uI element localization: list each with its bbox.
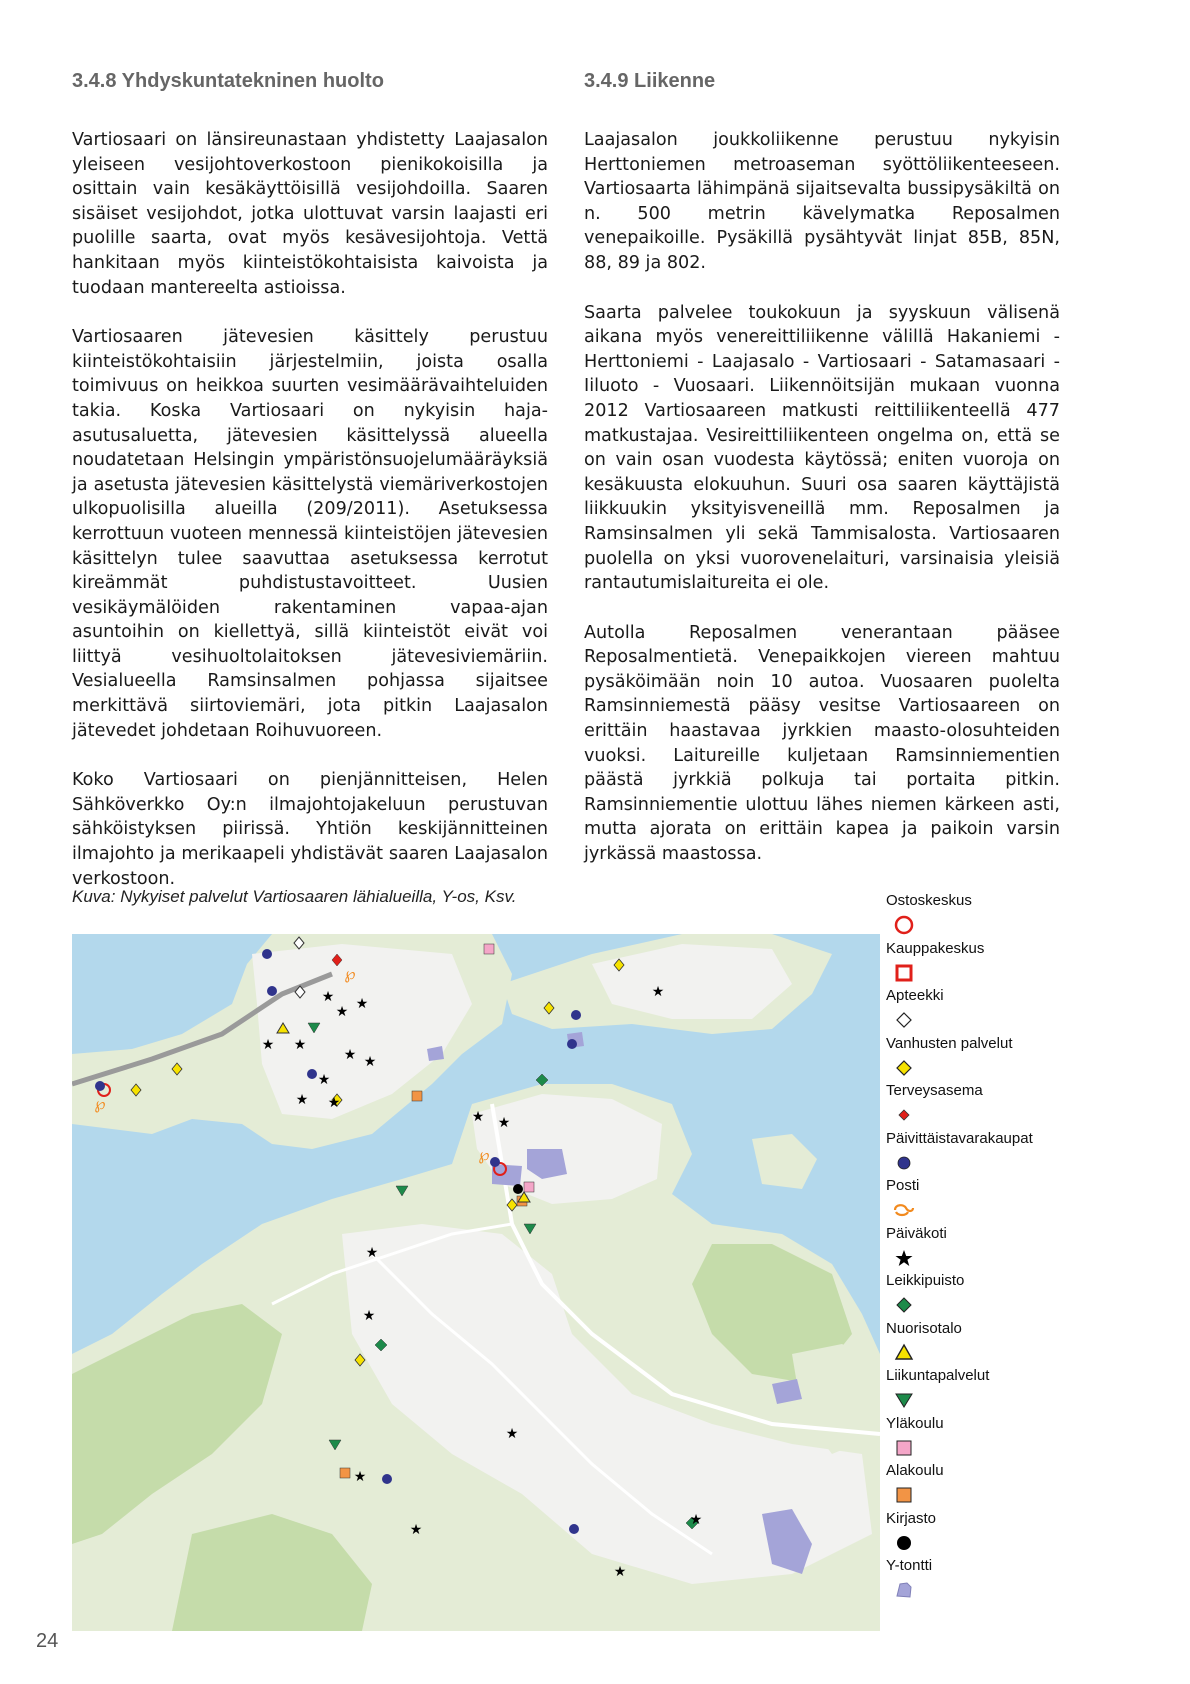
grocery-marker [267, 986, 277, 996]
utilities-text-column [72, 128, 548, 916]
daycare-marker: ★ [327, 1095, 341, 1111]
daycare-marker: ★ [365, 1245, 379, 1261]
figure-caption: Kuva: Nykyiset palvelut Vartiosaaren lähialueilla, Y-os, Ksv. [72, 887, 517, 906]
daycare-marker: ★ [295, 1092, 309, 1108]
legend-item-grocery [884, 1130, 1084, 1178]
legend-label: Ostoskeskus [886, 892, 972, 909]
red-diamond-icon [892, 1103, 916, 1127]
lower-school-marker [412, 1091, 422, 1101]
legend-label: Nuorisotalo [886, 1319, 962, 1337]
legend-label: Apteekki [886, 987, 944, 1004]
yellow-diamond-icon [892, 1056, 916, 1080]
grocery-marker [571, 1010, 581, 1020]
grocery-marker [262, 949, 272, 959]
legend-item-shopping-centre [884, 892, 1084, 940]
black-dot-icon [892, 1531, 916, 1555]
daycare-marker: ★ [293, 1037, 307, 1053]
grocery-marker [567, 1039, 577, 1049]
upper-school-marker [524, 1182, 534, 1192]
library-marker [513, 1184, 523, 1194]
legend-item-library [884, 1510, 1084, 1558]
legend-label: Y-tontti [886, 1557, 933, 1574]
orange-square-icon [892, 1483, 916, 1507]
services-map [72, 934, 880, 1631]
legend-item-daycare [884, 1225, 1084, 1273]
legend-item-sports [884, 1367, 1084, 1415]
legend-item-mall [884, 940, 1084, 988]
daycare-marker: ★ [651, 984, 665, 1000]
section-heading-utilities: 3.4.8 Yhdyskuntatekninen huolto [72, 70, 384, 92]
paragraph: Vartiosaari on länsireunastaan yhdistetty Laajasalon yleiseen vesijohtoverkostoon pienikokoisilla ja osittain vain kesäkäyttöisillä vesijohdoilla. Saaren sisäiset vesijohdot, jotka ulottuvat varsin laajasti eri puolille saarta, ovat myös kesävesijohtoja. Vettä hankitaan myös kiinteistökohtaisista kaivoista ja tuodaan mantereelta astioissa. [72, 130, 548, 298]
daycare-marker: ★ [355, 996, 369, 1012]
grocery-marker [569, 1524, 579, 1534]
daycare-marker: ★ [409, 1522, 423, 1538]
post-marker: ℘ [94, 1094, 106, 1113]
map-legend [884, 892, 1084, 1605]
daycare-marker: ★ [321, 989, 335, 1005]
daycare-marker: ★ [317, 1072, 331, 1088]
white-diamond-icon [892, 1008, 916, 1032]
legend-item-lower-school [884, 1462, 1084, 1510]
legend-label: Alakoulu [886, 1462, 944, 1479]
daycare-marker: ★ [335, 1004, 349, 1020]
legend-item-youth-centre [884, 1320, 1084, 1368]
red-square-icon [892, 961, 916, 985]
black-star-icon [892, 1246, 916, 1270]
legend-item-upper-school [884, 1415, 1084, 1463]
paragraph: Vartiosaaren jätevesien käsittely perustuu kiinteistökohtaisiin järjestelmiin, joista osalla toimivuus on heikkoa suurten vesimäärävaihteluiden takia. Koska Vartiosaari on nykyisin haja-asutusaluetta, jätevesien käsittelyssä alueella noudatetaan Helsingin ympäristönsuojelumääräyksiä ja asetusta jätevesien käsittelystä viemäriverkostojen ulkopuolisilla alueilla (209/2011). Asetuksessa kerrottuun vuoteen mennessä kiinteistöjen jätevesien käsittelyn tulee saavuttaa asetuksessa kerrotut kireämmät puhdistustavoitteet. Uusien vesikäymälöiden rakentaminen vapaa-ajan asuntoihin on kiellettyä, sillä kiinteistöt eivät voi liittyä vesihuoltolaitoksen jätevesiviemäriin. Vesialueella Ramsinsalmen pohjassa sijaitsee merkittävä siirtoviemäri, jota pitkin Laajasalon jätevedet johdetaan Roihuvuoreen. [72, 327, 548, 741]
legend-item-playground [884, 1272, 1084, 1320]
page-number: 24 [36, 1630, 59, 1652]
daycare-marker: ★ [363, 1054, 377, 1070]
legend-label: Päivittäistavarakaupat [886, 1129, 1033, 1147]
green-diamond-icon [892, 1293, 916, 1317]
traffic-text-column [584, 128, 1060, 892]
daycare-marker: ★ [689, 1512, 703, 1528]
daycare-marker: ★ [471, 1109, 485, 1125]
paragraph: Koko Vartiosaari on pienjännitteisen, Helen Sähköverkko Oy:n ilmajohtojakeluun perustuvan sähköistyksen piirissä. Yhtiön keskijännitteinen ilmajohto ja merikaapeli yhdistävät saaren Laajasalon verkostoon. [72, 770, 548, 889]
legend-label: Yläkoulu [886, 1414, 944, 1432]
legend-label: Liikuntapalvelut [886, 1367, 990, 1384]
grocery-marker [382, 1474, 392, 1484]
yellow-triangle-icon [892, 1341, 916, 1365]
daycare-marker: ★ [362, 1308, 376, 1324]
legend-label: Kauppakeskus [886, 939, 985, 957]
daycare-marker: ★ [343, 1047, 357, 1063]
daycare-marker: ★ [261, 1037, 275, 1053]
post-horn-icon [892, 1198, 916, 1222]
green-triangle-icon [892, 1388, 916, 1412]
legend-item-post [884, 1177, 1084, 1225]
daycare-marker: ★ [613, 1564, 627, 1580]
legend-label: Terveysasema [886, 1082, 983, 1099]
lower-school-marker [340, 1468, 350, 1478]
legend-label: Kirjasto [886, 1509, 937, 1527]
legend-item-pharmacy [884, 987, 1084, 1035]
paragraph: Autolla Reposalmen venerantaan pääsee Reposalmentietä. Venepaikkojen viereen mahtuu pysäköimään noin 10 autoa. Vuosaaren puolelta Ramsinniemestä pääsy vesitse Vartiosaareen on erittäin haastavaa jyrkkien maasto-olosuhteiden vuoksi. Laitureille kuljetaan Ramsinniementien päästä jyrkkiä polkuja tai portaita pitkin. Ramsinniementie ulottuu lähes niemen kärkeen asti, mutta ajorata on erittäin kapea ja paikoin varsin jyrkässä maastossa. [584, 622, 1060, 865]
daycare-marker: ★ [497, 1115, 511, 1131]
grocery-marker [490, 1157, 500, 1167]
legend-label: Päiväkoti [886, 1224, 947, 1242]
legend-item-elderly-services [884, 1035, 1084, 1083]
legend-label: Posti [886, 1177, 920, 1194]
paragraph: Saarta palvelee toukokuun ja syyskuun välisenä aikana myös venereittiliikenne välillä Hakaniemi - Herttoniemi - Laajasalo - Vartiosaari - Satamasaari - Iiluoto - Vuosaari. Liikennöitsijän mukaan vuonna 2012 Vartiosaareen matkusti reittiliikenteellä 477 matkustajaa. Vesireittiliikenteen ongelma on, että se on vain osan vuodesta käytössä; eniten vuoroja on kesäkuusta elokuuhun. Suuri osa saaren käyttäjistä liikkuukin yksityisveneillä mm. Reposalmen ja Ramsinsalmen yli sekä Tammisalosta. Vartiosaaren puolella on yksi vuorovenelaituri, varsinaisia yleisiä rantautumislaitureita ei ole. [584, 302, 1060, 594]
paragraph: Laajasalon joukkoliikenne perustuu nykyisin Herttoniemen metroaseman syöttöliikenteeseen. Vartiosaarta lähimpänä sijaitsevalta bussipysäkiltä on n. 500 metrin kävelymatka Reposalmen venepaikoille. Pysäkillä pysähtyvät linjat 85B, 85N, 88, 89 ja 802. [584, 130, 1060, 273]
legend-item-y-tontti [884, 1557, 1084, 1605]
grocery-marker [95, 1081, 105, 1091]
section-heading-traffic: 3.4.9 Liikenne [584, 70, 716, 92]
post-marker: ℘ [344, 964, 356, 983]
daycare-marker: ★ [505, 1426, 519, 1442]
grocery-marker [307, 1069, 317, 1079]
legend-item-health-station [884, 1082, 1084, 1130]
upper-school-marker [484, 944, 494, 954]
post-marker: ℘ [478, 1145, 490, 1164]
purple-area-icon [892, 1578, 916, 1602]
daycare-marker: ★ [353, 1469, 367, 1485]
blue-dot-icon [892, 1151, 916, 1175]
red-ring-icon [892, 913, 916, 937]
legend-label: Leikkipuisto [886, 1272, 965, 1289]
pink-square-icon [892, 1436, 916, 1460]
legend-label: Vanhusten palvelut [886, 1034, 1013, 1052]
